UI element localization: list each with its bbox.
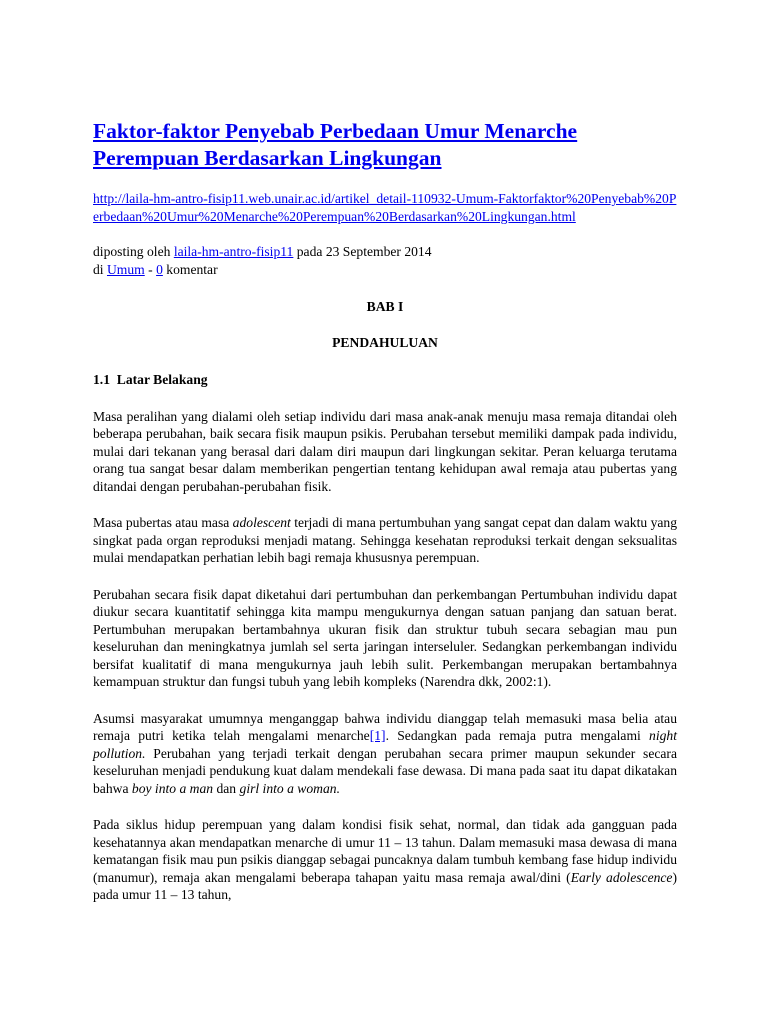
meta-separator: -	[144, 261, 157, 277]
category-link[interactable]: Umum	[106, 261, 145, 277]
paragraph-1-text: Masa peralihan yang dialami oleh setiap individu dari masa anak-anak menuju masa remaja ditandai oleh beberapa perubahan, baik secara fisik maupun psikis. Perubahan tersebut memiliki dampak pada individu, mulai dari tekanan yang berasal dari dalam diri maupun dari lingkungan sekitar. Peran keluarga terutama orang tua sangat besar dalam memberikan pengertian tentang kehidupan awal remaja atau pubertas yang ditandai dengan perubahan-perubahan fisik.	[93, 408, 677, 494]
posted-by-label: diposting oleh	[93, 244, 174, 259]
paragraph-5-text-a: Pada siklus hidup perempuan yang dalam kondisi fisik sehat, normal, dan tidak ada gangguan pada kesehatannya akan mendapatkan menarche di umur 11 – 13 tahun. Dalam memasuki masa dewasa di mana kematangan fisik mau pun psikis dianggap sebagai puncaknya dalam tumbuh kembang fase hidup individu (manumur), remaja akan mengalami beberapa tahapan yaitu masa remaja awal/dini (	[93, 817, 677, 885]
article-title-link[interactable]: Faktor-faktor Penyebab Perbedaan Umur Menarche Perempuan Berdasarkan Lingkungan	[93, 119, 578, 170]
paragraph-1	[93, 408, 677, 496]
paragraph-5-text-b: ) pada umur 11 – 13 tahun,	[93, 869, 677, 902]
chapter-title: PENDAHULUAN	[332, 334, 438, 350]
post-meta	[93, 243, 677, 278]
paragraph-2	[93, 514, 677, 567]
footnote-ref-link[interactable]: [1]	[369, 728, 386, 743]
comments-label: komentar	[162, 261, 218, 277]
post-date: pada 23 September 2014	[293, 244, 432, 259]
paragraph-5-emphasis: Early adolescence	[570, 869, 673, 885]
paragraph-3	[93, 586, 677, 691]
paragraph-4-text-d: dan	[213, 780, 240, 796]
paragraph-4-emphasis-2: boy into a man	[131, 780, 214, 796]
comment-count-link[interactable]: 0	[156, 261, 163, 277]
paragraph-2-emphasis: adolescent	[232, 515, 291, 530]
section-heading: 1.1 Latar Belakang	[93, 372, 208, 387]
paragraph-2-text-b: terjadi di mana pertumbuhan yang sangat cepat dan dalam waktu yang singkat pada organ reproduksi menjadi matang. Sehingga kesehatan reproduksi terkait dengan seksualitas mulai mendapatkan perhatian lebih bagi remaja khususnya perempuan.	[93, 515, 677, 565]
paragraph-4-text-b: . Sedangkan pada remaja putra mengalami	[385, 728, 650, 743]
paragraph-5	[93, 816, 677, 904]
paragraph-4-text-a: Asumsi masyarakat umumnya menganggap bahwa individu dianggap telah memasuki masa belia atau remaja putri ketika telah mengalami menarche	[93, 710, 677, 743]
paragraph-4-text-c: Perubahan yang terjadi terkait dengan perubahan secara primer maupun sekunder secara keseluruhan menjadi pendukung kuat dalam mendekali fase dewasa. Di mana pada saat itu dapat dikatakan bahwa	[93, 745, 677, 796]
author-link[interactable]: laila-hm-antro-fisip11	[173, 244, 294, 259]
article-url-link[interactable]: http://laila-hm-antro-fisip11.web.unair.ac.id/artikel_detail-110932-Umum-Faktorfaktor%20Penyebab%20Perbedaan%20Umur%20Menarche%20Perempuan%20Berdasarkan%20Lingkungan.html	[93, 191, 677, 224]
article-title[interactable]	[93, 118, 677, 172]
paragraph-3-text: Perubahan secara fisik dapat diketahui dari pertumbuhan dan perkembangan Pertumbuhan individu dapat diukur secara kuantitatif sehingga kita mampu mengukurnya dengan satuan panjang dan satuan berat. Pertumbuhan merupakan bertambahnya ukuran fisik dan struktur tubuh secara sebagian mau pun keseluruhan dan meningkatnya jumlah sel serta jaringan interseluler. Sedangkan perkembangan individu bersifat kualitatif di mana mengukurnya jauh lebih sulit. Perkembangan merupakan bertambahnya kemampuan struktur dan fungsi tubuh yang lebih kompleks (Narendra dkk, 2002:1).	[93, 586, 677, 689]
paragraph-4	[93, 710, 677, 798]
document-page	[93, 118, 677, 917]
category-prefix: di	[93, 261, 107, 277]
chapter-number: BAB I	[366, 299, 404, 314]
paragraph-4-emphasis-1: night pollution.	[93, 728, 677, 761]
paragraph-2-text-a: Masa pubertas atau masa	[93, 515, 233, 530]
paragraph-4-emphasis-3: girl into a woman.	[239, 780, 340, 796]
